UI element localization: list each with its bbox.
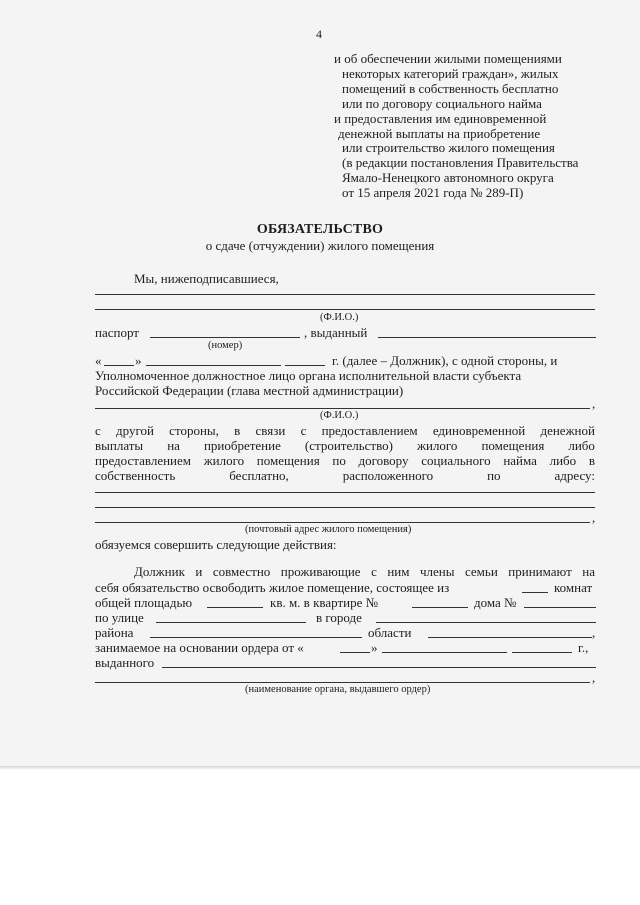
word: и — [195, 564, 203, 579]
word: другой — [116, 423, 154, 438]
word: совместно — [212, 564, 271, 579]
rooms-label: комнат — [554, 580, 593, 595]
word: либо — [549, 453, 577, 468]
caption-number: (номер) — [208, 340, 243, 351]
paragraph-line — [134, 564, 595, 579]
word: по — [487, 468, 501, 483]
header-line: Ямало-Ненецкого автономного округа — [342, 170, 554, 185]
quote-open: « — [95, 353, 102, 368]
word: жилого — [203, 453, 245, 468]
header-line: помещений в собственность бесплатно — [342, 81, 559, 96]
blank-line — [95, 294, 595, 295]
word: бесплатно, — [229, 468, 289, 483]
blank-line — [95, 408, 590, 409]
district-blank — [150, 637, 362, 638]
header-line: (в редакции постановления Правительства — [342, 155, 579, 170]
header-line: от 15 апреля 2021 года № 289-П) — [342, 185, 524, 200]
comma: , — [592, 396, 596, 411]
year-blank — [285, 365, 325, 366]
header-line: и предоставления им единовременной — [334, 111, 547, 126]
comma: , — [592, 625, 596, 640]
word: социального — [421, 453, 491, 468]
word: (строительство) — [304, 438, 393, 453]
word: выплаты — [95, 438, 144, 453]
quote-close: » — [371, 640, 378, 655]
header-line: или по договору социального найма — [342, 96, 542, 111]
month-blank — [146, 365, 281, 366]
word: принимают — [508, 564, 572, 579]
word: расположенного — [342, 468, 434, 483]
street-blank — [156, 622, 306, 623]
word: по — [332, 453, 346, 468]
caption-address: (почтовый адрес жилого помещения) — [245, 524, 412, 535]
caption-fio: (Ф.И.О.) — [320, 312, 359, 323]
word: денежной — [540, 423, 595, 438]
word: договору — [358, 453, 409, 468]
word: собственность — [95, 468, 176, 483]
word: либо — [568, 438, 595, 453]
day-blank — [104, 365, 134, 366]
word: связи — [255, 423, 286, 438]
word: проживающие — [280, 564, 361, 579]
page-number: 4 — [316, 27, 322, 41]
page-edge — [0, 766, 640, 770]
sqm-label: кв. м. в квартире № — [270, 595, 379, 610]
district-label: района — [95, 625, 134, 640]
intro-text: Мы, нижеподписавшиеся, — [134, 271, 279, 286]
quote-close: » — [135, 353, 142, 368]
comma: , — [592, 670, 596, 685]
word: в — [234, 423, 241, 438]
word: семьи — [464, 564, 498, 579]
word: предоставлением — [321, 423, 418, 438]
order-day-blank — [340, 652, 370, 653]
street-label: по улице — [95, 610, 144, 625]
release-text: себя обязательство освободить жилое помещение, состоящее из — [95, 580, 450, 595]
passport-label: паспорт — [95, 325, 139, 340]
word: жилого — [417, 438, 458, 453]
word: на — [167, 438, 180, 453]
word: с — [95, 423, 101, 438]
word: предоставлением — [95, 453, 192, 468]
word: с — [300, 423, 307, 438]
word: члены — [419, 564, 455, 579]
caption-fio-2: (Ф.И.О.) — [320, 410, 359, 421]
order-month-blank — [382, 652, 507, 653]
order-year-blank — [512, 652, 572, 653]
issued-by-blank — [378, 337, 596, 338]
blank-line — [95, 682, 590, 683]
word: помещения — [481, 438, 545, 453]
official-line: Уполномоченное должностное лицо органа исполнительной власти субъекта — [95, 368, 522, 383]
comma: , — [592, 510, 596, 525]
house-label: дома № — [474, 595, 517, 610]
area-label: общей площадью — [95, 595, 193, 610]
city-blank — [376, 622, 596, 623]
debtor-text: г. (далее – Должник), с одной стороны, и — [332, 353, 558, 368]
word: найма — [503, 453, 537, 468]
word: Должник — [134, 564, 185, 579]
header-line: денежной выплаты на приобретение — [338, 126, 541, 141]
address-blank — [95, 492, 595, 493]
issued-label: , выданный — [304, 325, 368, 340]
document-title: ОБЯЗАТЕЛЬСТВО — [256, 222, 384, 237]
word: стороны, — [169, 423, 219, 438]
rooms-blank — [522, 592, 548, 593]
address-blank — [95, 507, 595, 508]
issued-by-label: выданного — [95, 655, 155, 670]
caption-org: (наименование органа, выдавшего ордер) — [245, 684, 431, 695]
order-label: занимаемое на основании ордера от « — [95, 640, 304, 655]
paragraph-line — [95, 423, 595, 438]
flat-blank — [412, 607, 468, 608]
address-blank — [95, 522, 590, 523]
word: ним — [387, 564, 410, 579]
word: адресу: — [554, 468, 595, 483]
word: с — [371, 564, 377, 579]
region-label: области — [368, 625, 412, 640]
paragraph-line — [95, 453, 595, 468]
header-line: и об обеспечении жилыми помещениями — [334, 51, 562, 66]
region-blank — [428, 637, 592, 638]
header-line: некоторых категорий граждан», жилых — [342, 66, 559, 81]
city-label: в городе — [316, 610, 362, 625]
house-blank — [524, 607, 596, 608]
issued-by-blank — [162, 667, 596, 668]
paragraph-line — [95, 468, 595, 483]
word: в — [588, 453, 595, 468]
area-blank — [207, 607, 263, 608]
header-line: или строительство жилого помещения — [342, 140, 555, 155]
official-line: Российской Федерации (глава местной администрации) — [95, 383, 404, 398]
blank-line — [95, 309, 595, 310]
year-label: г., — [578, 640, 589, 655]
paragraph-line — [95, 438, 595, 453]
word: помещения — [256, 453, 320, 468]
word: единовременной — [432, 423, 526, 438]
passport-number-blank — [150, 337, 300, 338]
word: на — [582, 564, 595, 579]
undertake-text: обязуемся совершить следующие действия: — [95, 537, 337, 552]
word: приобретение — [203, 438, 281, 453]
document-subtitle: о сдаче (отчуждении) жилого помещения — [205, 238, 435, 253]
